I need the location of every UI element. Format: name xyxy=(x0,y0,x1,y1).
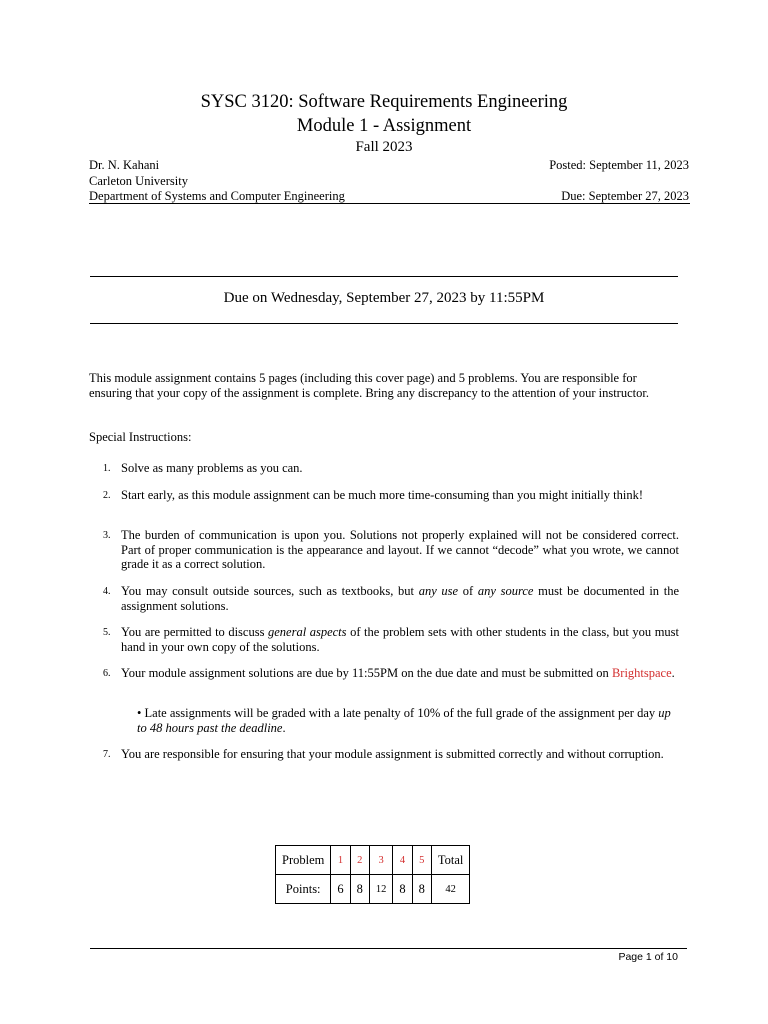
late-penalty-note xyxy=(137,706,679,735)
total-label-cell: Total xyxy=(431,846,470,875)
points-label-cell: Points: xyxy=(276,875,331,904)
text-run: must be documented in the assignment solutions. xyxy=(121,584,679,613)
table-row xyxy=(276,846,470,875)
list-text: Start early, as this module assignment can be much more time-consuming than you might initially think! xyxy=(121,488,644,502)
points-table xyxy=(275,845,470,904)
emphasis: general aspects xyxy=(268,625,347,639)
list-text xyxy=(121,666,679,681)
problem-number-cell: 1 xyxy=(331,846,350,875)
problem-number-cell: 4 xyxy=(393,846,412,875)
points-cell: 6 xyxy=(331,875,350,904)
problem-number-cell: 2 xyxy=(350,846,369,875)
emphasis: any use xyxy=(418,584,459,598)
table-row xyxy=(276,875,470,904)
footer-rule xyxy=(90,948,687,949)
text-run: Late assignments will be graded with a late penalty of 10% of the full grade of the assignment per day xyxy=(144,706,659,720)
special-instructions-label: Special Instructions: xyxy=(89,430,192,444)
intro-paragraph: This module assignment contains 5 pages (including this cover page) and 5 problems. You are responsible for ensuring that your copy of the assignment is complete. Bring any discrepancy to the attention of your instructor. xyxy=(89,371,649,400)
course-title: SYSC 3120: Software Requirements Engineering xyxy=(200,92,568,112)
points-cell: 8 xyxy=(350,875,369,904)
list-number: 6. xyxy=(103,668,111,679)
instructor-name: Dr. N. Kahani xyxy=(89,158,160,172)
list-number: 2. xyxy=(103,490,111,501)
banner-bottom-rule xyxy=(90,323,678,324)
list-text xyxy=(121,625,679,654)
points-cell: 8 xyxy=(393,875,412,904)
due-date: Due: September 27, 2023 xyxy=(561,189,689,203)
text-run: of the problem sets with other students in the class, but you must hand in your own copy of the solutions. xyxy=(121,625,680,654)
text-run: You may consult outside sources, such as textbooks, but xyxy=(121,584,419,598)
banner-top-rule xyxy=(90,276,678,277)
total-points-cell: 42 xyxy=(431,875,470,904)
list-text xyxy=(121,584,679,613)
problem-label-cell: Problem xyxy=(276,846,331,875)
text-run: of xyxy=(458,584,478,598)
emphasis: up to 48 hours past the deadline xyxy=(137,706,671,735)
page-number: Page 1 of 10 xyxy=(618,951,678,963)
bullet: • xyxy=(137,706,142,720)
posted-date: Posted: September 11, 2023 xyxy=(549,158,689,172)
text-run: . xyxy=(282,720,286,735)
term: Fall 2023 xyxy=(355,139,413,155)
text-run: Your module assignment solutions are due by 11:55PM on the due date and must be submitted on xyxy=(121,666,612,680)
list-number: 5. xyxy=(103,627,111,638)
list-text: You are responsible for ensuring that your module assignment is submitted correctly and without corruption. xyxy=(121,747,664,761)
text-run: You are permitted to discuss xyxy=(121,625,268,639)
points-cell: 8 xyxy=(412,875,431,904)
text-run: . xyxy=(671,666,675,680)
header-underline xyxy=(89,203,690,204)
department-name: Department of Systems and Computer Engineering xyxy=(89,189,345,203)
list-number: 3. xyxy=(103,530,111,541)
module-title: Module 1 - Assignment xyxy=(296,116,472,136)
brightspace-link[interactable]: Brightspace xyxy=(611,666,672,680)
list-number: 7. xyxy=(103,749,111,760)
list-number: 4. xyxy=(103,586,111,597)
problem-number-cell: 3 xyxy=(369,846,393,875)
list-text: The burden of communication is upon you. Solutions not properly explained will not be considered correct. Part of proper communication is the appearance and layout. If we cannot “decode” what you wrote, we cannot grade it as a correct solution. xyxy=(121,528,679,571)
emphasis: any source xyxy=(477,584,534,598)
list-text: Solve as many problems as you can. xyxy=(121,461,303,475)
list-number: 1. xyxy=(103,463,111,474)
problem-number-cell: 5 xyxy=(412,846,431,875)
university-name: Carleton University xyxy=(89,174,188,188)
due-banner: Due on Wednesday, September 27, 2023 by 11:55PM xyxy=(223,290,545,306)
points-cell: 12 xyxy=(369,875,393,904)
